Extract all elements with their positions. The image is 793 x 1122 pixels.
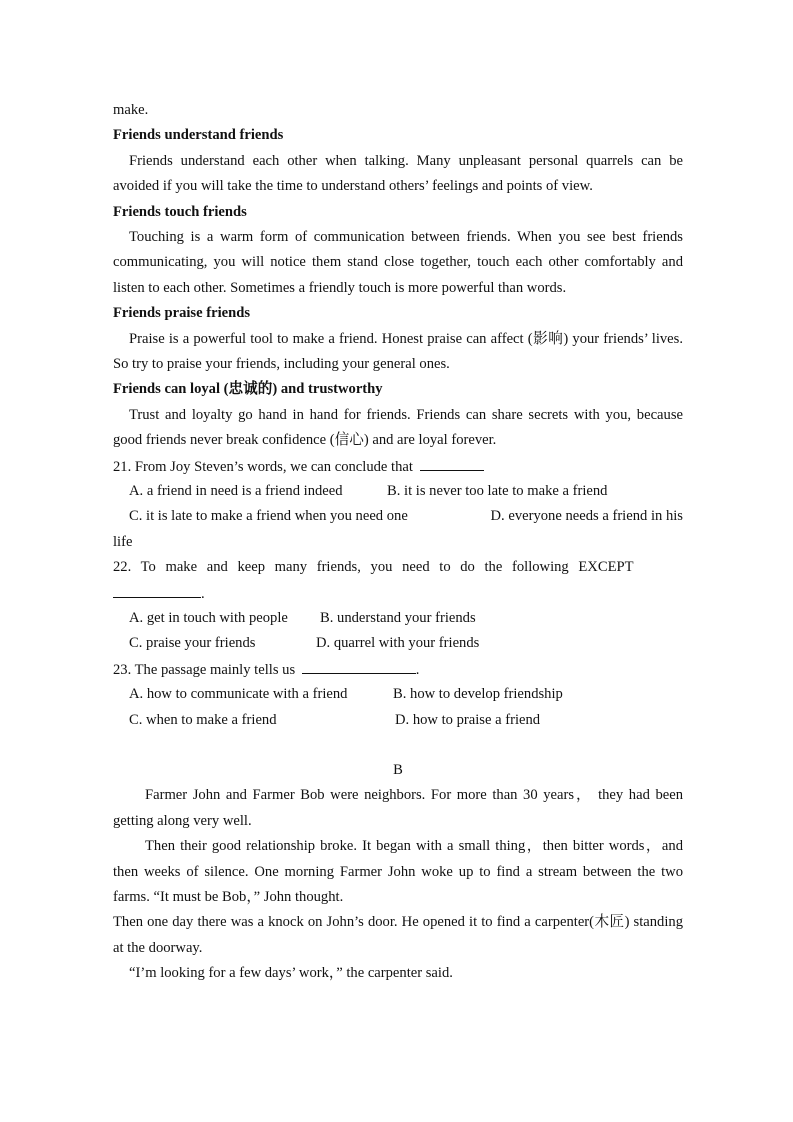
section-heading-praise: Friends praise friends xyxy=(113,305,251,322)
section-heading-loyal: Friends can loyal (忠诚的) and trustworthy xyxy=(113,381,383,398)
question-23-stem: 23. The passage mainly tells us xyxy=(113,661,296,678)
question-21-stem: 21. From Joy Steven’s words, we can conclude that xyxy=(113,458,413,475)
option-a: A. how to communicate with a friend xyxy=(129,686,348,703)
question-23-options-cd xyxy=(113,708,683,733)
question-22-stem: 22. To make and keep many friends, you need to do the following EXCEPT xyxy=(113,559,634,576)
continuation-text: make. xyxy=(113,102,149,118)
option-d-first: D. everyone needs a friend in his xyxy=(490,508,683,525)
paragraph-touch: Touching is a warm form of communication between friends. When you see best friends communicating, you will notice them stand close together, touch each other comfortably and listen to each other. Sometimes a friendly touch is more powerful than words. xyxy=(113,228,683,296)
passage-b-paragraph-4: “I’m looking for a few days’ work，” the carpenter said. xyxy=(129,965,453,982)
paragraph-loyal: Trust and loyalty go hand in hand for friends. Friends can share secrets with you, because good friends never break confidence (信心) and are loyal forever. xyxy=(113,406,683,449)
question-22-blank-line: . xyxy=(113,581,683,606)
option-a: A. get in touch with people xyxy=(129,609,288,626)
section-heading-understand: Friends understand friends xyxy=(113,127,284,144)
question-21-options-ab xyxy=(113,479,683,504)
question-21-options-cd xyxy=(113,504,683,529)
section-label-b: B xyxy=(393,761,403,778)
passage-b-paragraph-2: Then their good relationship broke. It began with a small thing，then bitter words，and then weeks of silence. One morning Farmer John woke up to find a stream between the two farms. “It must be Bob，” John thought. xyxy=(113,838,683,905)
passage-b-paragraph-1: Farmer John and Farmer Bob were neighbors. For more than 30 years， they had been getting along very well. xyxy=(113,787,683,829)
option-b: B. how to develop friendship xyxy=(393,686,563,703)
question-22-options-ab xyxy=(113,606,683,631)
document-page xyxy=(113,98,683,987)
answer-blank xyxy=(420,454,484,471)
option-b: B. understand your friends xyxy=(320,609,476,626)
answer-blank xyxy=(302,657,416,674)
paragraph-understand: Friends understand each other when talking. Many unpleasant personal quarrels can be avoided if you will take the time to understand others’ feelings and points of view. xyxy=(113,152,683,195)
section-heading-touch: Friends touch friends xyxy=(113,203,247,220)
question-23-options-ab xyxy=(113,682,683,707)
question-22-options-cd xyxy=(113,631,683,656)
question-21-option-d-continued: life xyxy=(113,533,133,550)
question-22 xyxy=(113,555,683,580)
option-b: B. it is never too late to make a friend xyxy=(387,483,608,499)
answer-blank xyxy=(113,581,201,598)
option-d: D. quarrel with your friends xyxy=(316,635,480,652)
section-gap xyxy=(113,733,683,758)
option-d: D. how to praise a friend xyxy=(395,711,541,728)
option-c: C. it is late to make a friend when you need one xyxy=(129,508,408,525)
option-c: C. when to make a friend xyxy=(129,711,277,728)
option-a: A. a friend in need is a friend indeed xyxy=(129,483,343,499)
passage-b-paragraph-3: Then one day there was a knock on John’s door. He opened it to find a carpenter(木匠) standing at the doorway. xyxy=(113,914,683,956)
option-c: C. praise your friends xyxy=(129,635,256,652)
question-21 xyxy=(113,454,683,479)
question-23: 23. The passage mainly tells us . xyxy=(113,657,683,682)
paragraph-praise: Praise is a powerful tool to make a friend. Honest praise can affect (影响) your friends’ lives. So try to praise your friends, including your general ones. xyxy=(113,330,683,372)
